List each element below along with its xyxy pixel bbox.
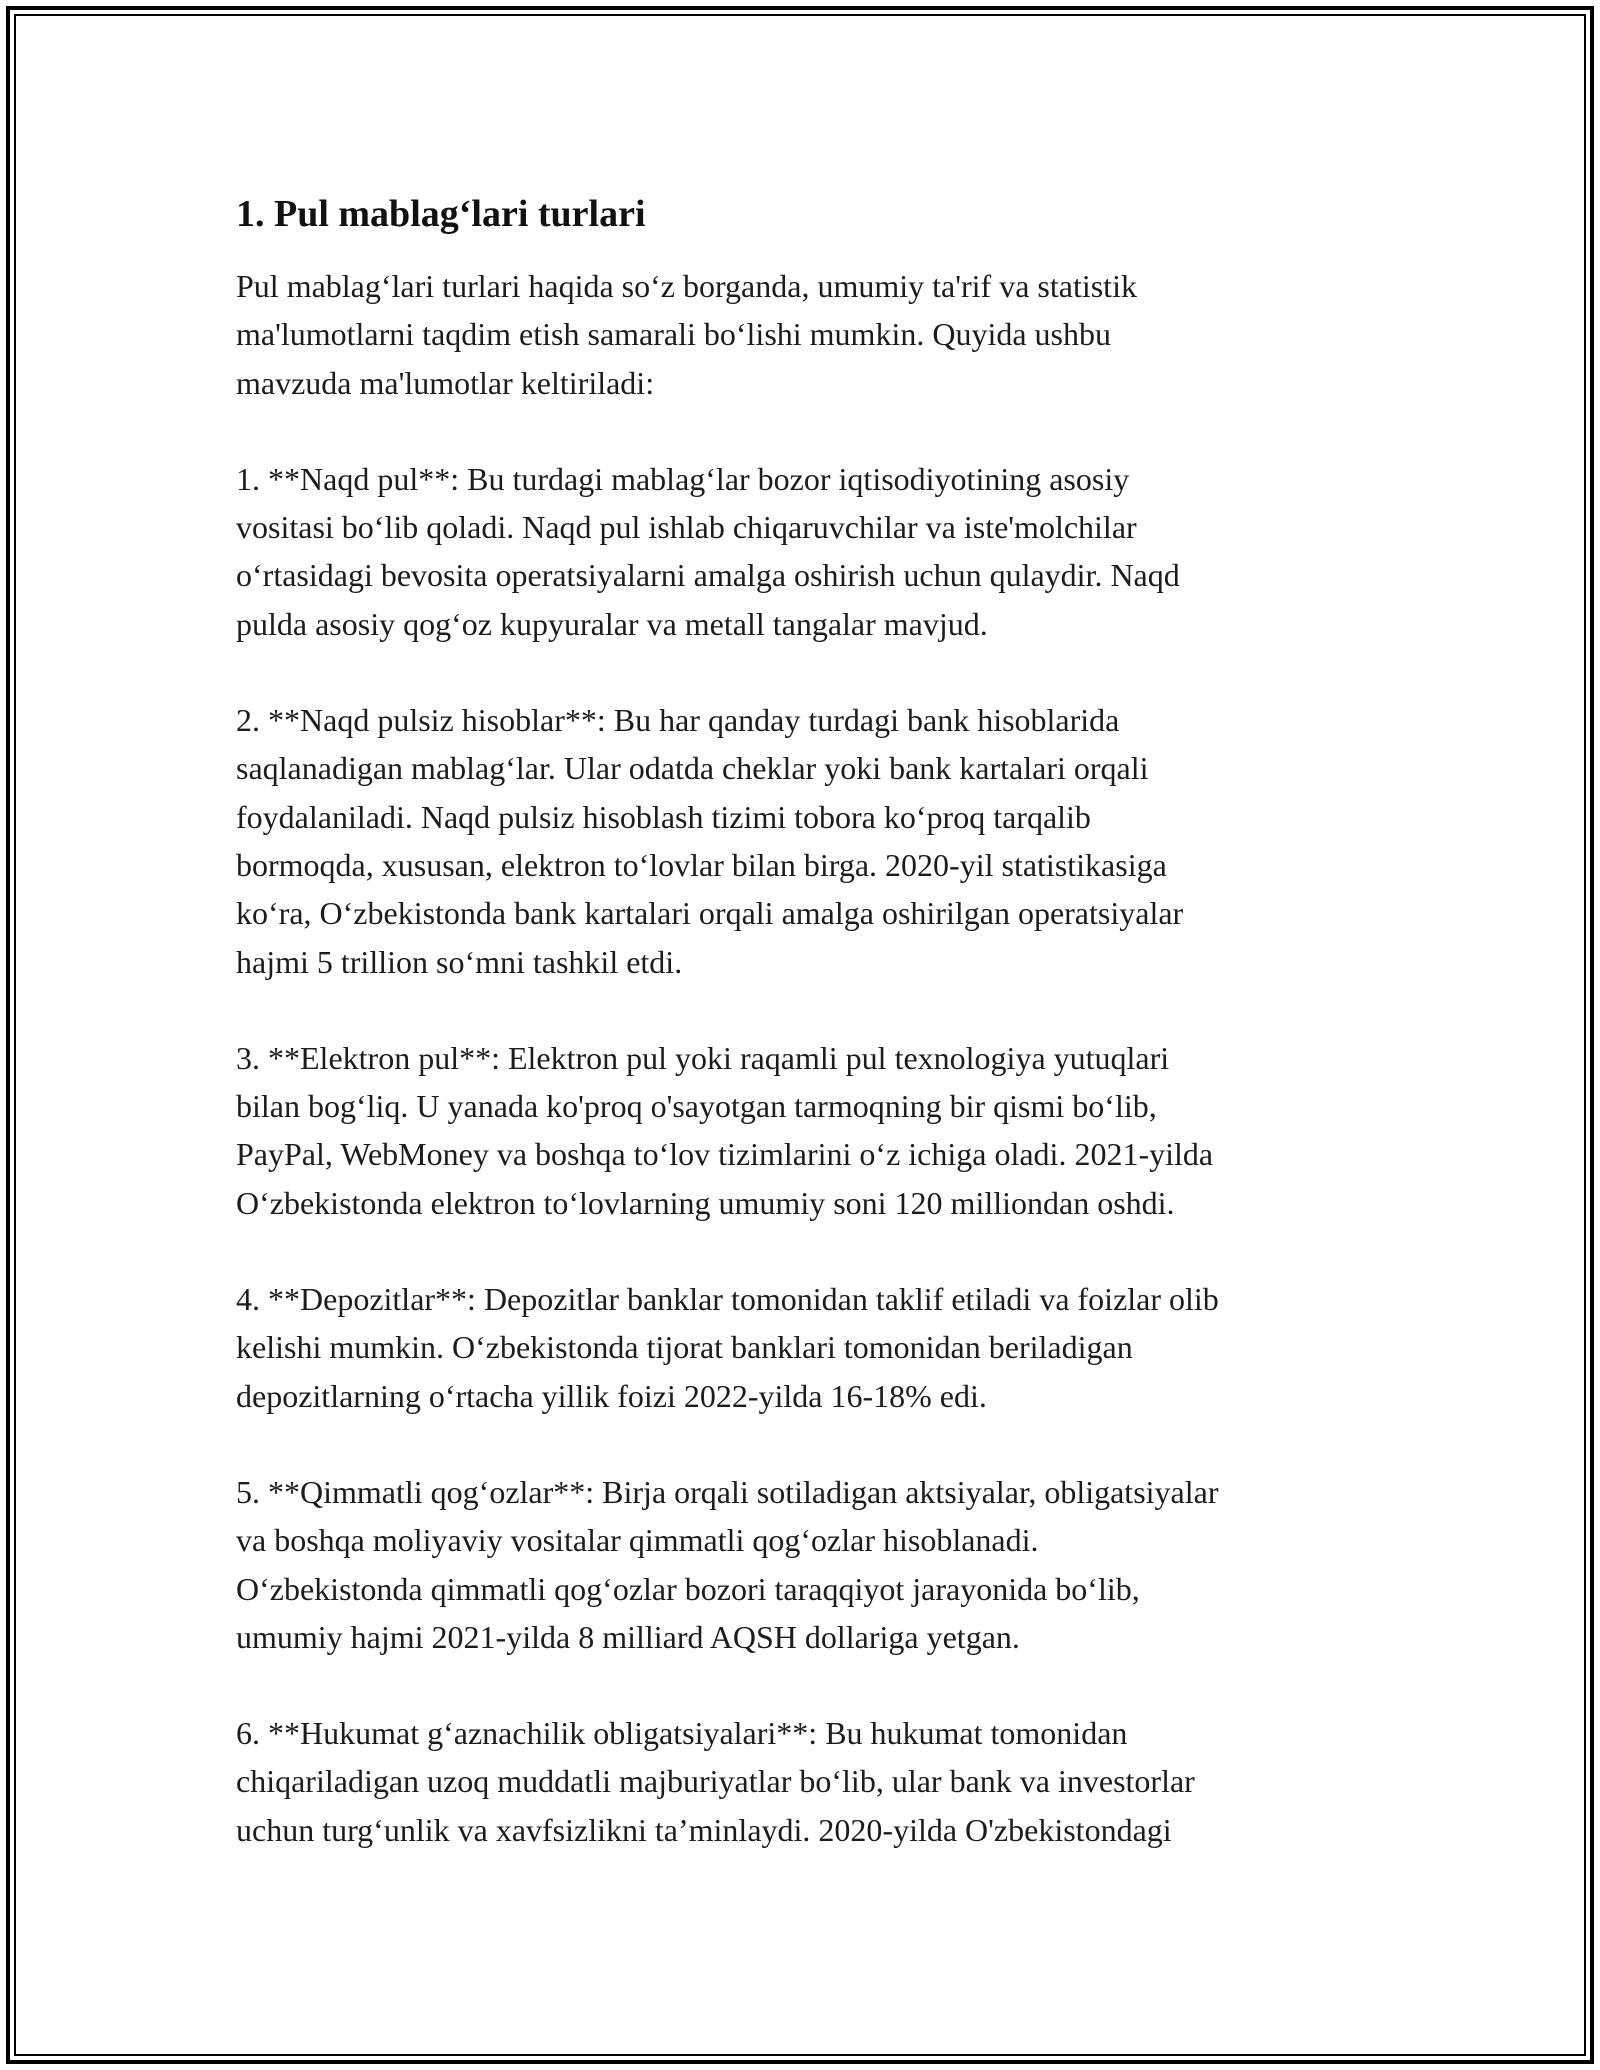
text-line: o‘rtasidagi bevosita operatsiyalarni amalga oshirish uchun qulaydir. Naqd: [236, 557, 1180, 594]
text-line: bilan bog‘liq. U yanada ko'proq o'sayotgan tarmoqning bir qismi bo‘lib,: [236, 1088, 1157, 1125]
document-page: [236, 186, 1376, 1902]
text-line: Pul mablag‘lari turlari haqida so‘z borganda, umumiy ta'rif va statistik: [236, 268, 1137, 304]
list-item-paragraph: [236, 455, 1376, 648]
text-line: 2. **Naqd pulsiz hisoblar**: Bu har qanday turdagi bank hisoblarida: [236, 702, 1120, 739]
text-line: depozitlarning o‘rtacha yillik foizi 2022-yilda 16-18% edi.: [236, 1377, 987, 1414]
text-line: foydalaniladi. Naqd pulsiz hisoblash tizimi tobora ko‘proq tarqalib: [236, 798, 1091, 835]
text-line: 3. **Elektron pul**: Elektron pul yoki raqamli pul texnologiya yutuqlari: [236, 1039, 1170, 1076]
text-line: ma'lumotlarni taqdim etish samarali bo‘lishi mumkin. Quyida ushbu: [236, 316, 1111, 353]
section-heading: 1. Pul mablag‘lari turlari: [236, 193, 646, 235]
list-item-paragraph: [236, 1709, 1376, 1854]
text-line: pulda asosiy qog‘oz kupyuralar va metall tangalar mavjud.: [236, 605, 988, 642]
text-line: 6. **Hukumat g‘aznachilik obligatsiyalari**: Bu hukumat tomonidan: [236, 1715, 1128, 1752]
text-line: uchun turg‘unlik va xavfsizlikni ta’minlaydi. 2020-yilda O'zbekistondagi: [236, 1811, 1172, 1848]
text-line: vositasi bo‘lib qoladi. Naqd pul ishlab chiqaruvchilar va iste'molchilar: [236, 509, 1137, 546]
text-line: umumiy hajmi 2021-yilda 8 milliard AQSH dollariga yetgan.: [236, 1618, 1020, 1655]
text-line: mavzuda ma'lumotlar keltiriladi:: [236, 364, 655, 401]
text-line: ko‘ra, O‘zbekistonda bank kartalari orqali amalga oshirilgan operatsiyalar: [236, 895, 1184, 932]
text-line: O‘zbekistonda qimmatli qog‘ozlar bozori taraqqiyot jarayonida bo‘lib,: [236, 1570, 1140, 1607]
intro-paragraph: [236, 262, 1376, 407]
text-line: hajmi 5 trillion so‘mni tashkil etdi.: [236, 943, 683, 980]
text-line: 5. **Qimmatli qog‘ozlar**: Birja orqali sotiladigan aktsiyalar, obligatsiyalar: [236, 1473, 1219, 1510]
list-item-paragraph: [236, 1034, 1376, 1227]
list-item-paragraph: [236, 1275, 1376, 1420]
text-line: 1. **Naqd pul**: Bu turdagi mablag‘lar bozor iqtisodiyotining asosiy: [236, 460, 1130, 497]
text-line: 4. **Depozitlar**: Depozitlar banklar tomonidan taklif etiladi va foizlar olib: [236, 1281, 1219, 1318]
text-line: O‘zbekistonda elektron to‘lovlarning umumiy soni 120 milliondan oshdi.: [236, 1184, 1175, 1221]
text-line: va boshqa moliyaviy vositalar qimmatli qog‘ozlar hisoblanadi.: [236, 1522, 1039, 1559]
list-item-paragraph: [236, 1468, 1376, 1661]
text-line: bormoqda, xususan, elektron to‘lovlar bilan birga. 2020-yil statistikasiga: [236, 846, 1167, 883]
text-line: kelishi mumkin. O‘zbekistonda tijorat banklari tomonidan beriladigan: [236, 1329, 1133, 1366]
list-item-paragraph: [236, 696, 1376, 986]
text-line: saqlanadigan mablag‘lar. Ular odatda cheklar yoki bank kartalari orqali: [236, 750, 1149, 787]
text-line: PayPal, WebMoney va boshqa to‘lov tizimlarini o‘z ichiga oladi. 2021-yilda: [236, 1136, 1214, 1173]
text-line: chiqariladigan uzoq muddatli majburiyatlar bo‘lib, ular bank va investorlar: [236, 1763, 1195, 1800]
